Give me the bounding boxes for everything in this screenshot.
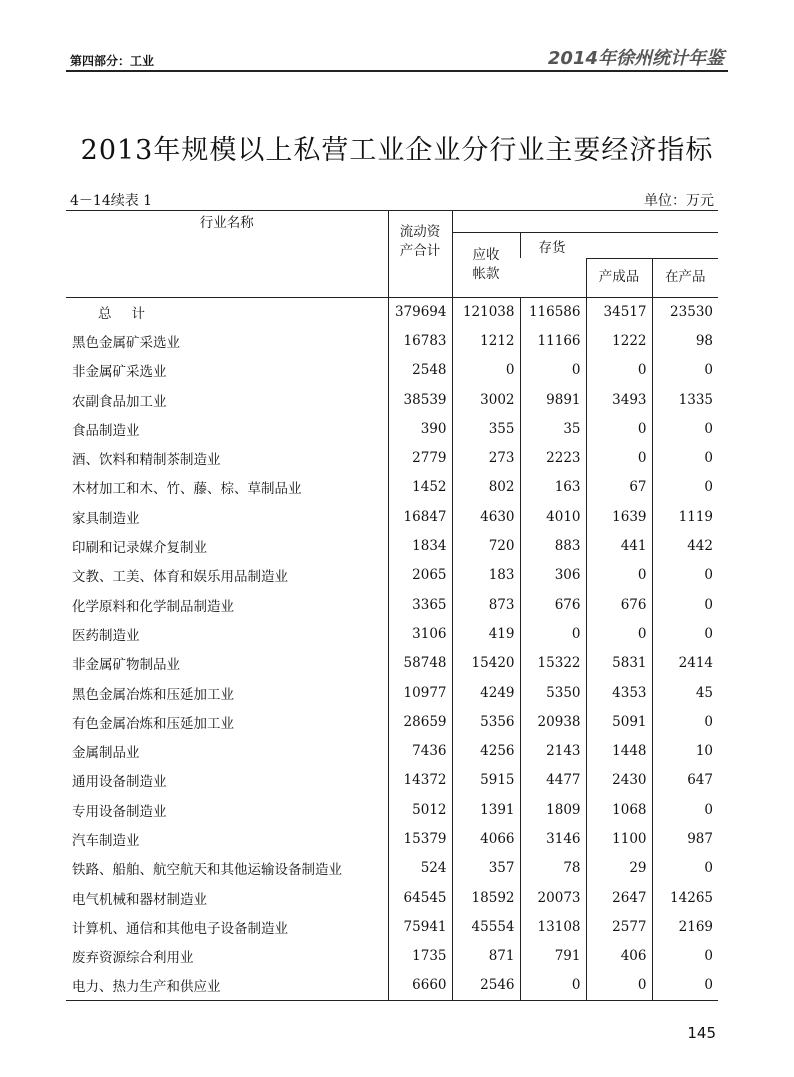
- table-row: [66, 795, 718, 824]
- table-row: [66, 473, 718, 502]
- row-value: 23530: [652, 297, 718, 326]
- row-name: 非金属矿物制品业: [72, 657, 180, 674]
- row-name: 电力、热力生产和供应业: [66, 971, 388, 1000]
- table-row: [66, 883, 718, 912]
- table-row: [66, 531, 718, 560]
- column-header-current-assets: 流动资产合计: [388, 211, 452, 297]
- row-value: 647: [652, 766, 718, 795]
- table-row: [66, 971, 718, 1000]
- row-value: 10977: [388, 678, 452, 707]
- table-row: [66, 590, 718, 619]
- table-row: [66, 766, 718, 795]
- row-value: 379694: [388, 297, 452, 326]
- table-id: 4－14续表 1: [70, 193, 153, 209]
- row-value: 20073: [520, 883, 586, 912]
- row-value: 1448: [586, 736, 652, 765]
- column-header-in-process: 在产品: [652, 258, 718, 297]
- row-value: 4249: [452, 678, 520, 707]
- row-value: 1100: [586, 824, 652, 853]
- row-value: 2577: [586, 912, 652, 941]
- row-value: 524: [388, 854, 452, 883]
- row-value: 791: [520, 942, 586, 971]
- row-value: 720: [452, 531, 520, 560]
- row-value: 121038: [452, 297, 520, 326]
- row-value: 20938: [520, 707, 586, 736]
- row-value: 28659: [388, 707, 452, 736]
- row-value: 6660: [388, 971, 452, 1000]
- row-value: 1735: [388, 942, 452, 971]
- column-header-inventory: 存货: [520, 232, 718, 258]
- row-name: 文教、工美、体育和娱乐用品制造业: [72, 569, 288, 586]
- row-value: 2548: [388, 356, 452, 385]
- row-value: 1639: [586, 502, 652, 531]
- row-value: 2546: [452, 971, 520, 1000]
- row-value: 15322: [520, 649, 586, 678]
- row-value: 64545: [388, 883, 452, 912]
- row-value: 7436: [388, 736, 452, 765]
- row-value: 10: [652, 736, 718, 765]
- header-divider: [66, 70, 728, 72]
- row-value: 18592: [452, 883, 520, 912]
- table-row: [66, 561, 718, 590]
- row-name: 黑色金属矿采选业: [72, 334, 180, 351]
- column-header-name: 行业名称: [66, 211, 388, 297]
- row-name: 电气机械和器材制造业: [72, 891, 207, 908]
- row-value: 4353: [586, 678, 652, 707]
- table-row: [66, 443, 718, 472]
- row-value: 419: [452, 619, 520, 648]
- table-row: [66, 942, 718, 971]
- row-value: 0: [652, 443, 718, 472]
- row-value: 13108: [520, 912, 586, 941]
- row-value: 0: [652, 356, 718, 385]
- row-value: 2414: [652, 649, 718, 678]
- row-name: 铁路、船舶、航空航天和其他运输设备制造业: [72, 862, 342, 879]
- row-value: 45: [652, 678, 718, 707]
- row-value: 1391: [452, 795, 520, 824]
- row-value: 0: [586, 414, 652, 443]
- row-value: 0: [652, 590, 718, 619]
- row-value: 1452: [388, 473, 452, 502]
- row-value: 116586: [520, 297, 586, 326]
- row-value: 0: [652, 414, 718, 443]
- table-row: [66, 297, 718, 326]
- row-value: 14265: [652, 883, 718, 912]
- row-value: 0: [586, 443, 652, 472]
- row-value: 676: [520, 590, 586, 619]
- row-value: 2647: [586, 883, 652, 912]
- row-value: 802: [452, 473, 520, 502]
- row-value: 355: [452, 414, 520, 443]
- row-value: 78: [520, 854, 586, 883]
- row-value: 0: [652, 971, 718, 1000]
- yearbook-title: 2014年徐州统计年鉴: [547, 48, 724, 69]
- row-value: 2779: [388, 443, 452, 472]
- row-value: 15379: [388, 824, 452, 853]
- row-value: 15420: [452, 649, 520, 678]
- row-name: 专用设备制造业: [72, 803, 167, 820]
- row-name: 有色金属冶炼和压延加工业: [72, 715, 234, 732]
- row-value: 98: [652, 326, 718, 355]
- row-name: 木材加工和木、竹、藤、棕、草制品业: [72, 481, 302, 498]
- table-row: [66, 502, 718, 531]
- row-value: 75941: [388, 912, 452, 941]
- row-name: 黑色金属冶炼和压延加工业: [72, 686, 234, 703]
- row-value: 4630: [452, 502, 520, 531]
- section-header: 第四部分：工业: [70, 54, 155, 68]
- row-name: 总计: [98, 305, 165, 322]
- row-value: 0: [452, 356, 520, 385]
- row-value: 4256: [452, 736, 520, 765]
- row-name: 酒、饮料和精制茶制造业: [72, 452, 221, 469]
- row-value: 987: [652, 824, 718, 853]
- row-value: 2430: [586, 766, 652, 795]
- row-value: 0: [586, 356, 652, 385]
- table-row: [66, 736, 718, 765]
- row-value: 306: [520, 561, 586, 590]
- page-title: 2013年规模以上私营工业企业分行业主要经济指标: [80, 135, 714, 166]
- row-name: 医药制造业: [72, 627, 140, 644]
- row-name: 农副食品加工业: [72, 393, 167, 410]
- table-row: [66, 649, 718, 678]
- row-value: 58748: [388, 649, 452, 678]
- table-row: [66, 854, 718, 883]
- row-value: 1068: [586, 795, 652, 824]
- row-name: 计算机、通信和其他电子设备制造业: [72, 920, 288, 937]
- row-value: 11166: [520, 326, 586, 355]
- row-value: 871: [452, 942, 520, 971]
- row-value: 3146: [520, 824, 586, 853]
- row-name: 汽车制造业: [72, 832, 140, 849]
- row-name: 食品制造业: [72, 422, 140, 439]
- row-value: 0: [520, 356, 586, 385]
- row-value: 45554: [452, 912, 520, 941]
- row-value: 0: [652, 561, 718, 590]
- table-row: [66, 707, 718, 736]
- table-row: [66, 414, 718, 443]
- row-name: 印刷和记录媒介复制业: [72, 540, 207, 557]
- row-value: 1335: [652, 385, 718, 414]
- row-value: 1119: [652, 502, 718, 531]
- row-value: 3106: [388, 619, 452, 648]
- column-header-receivables: 应收帐款: [452, 232, 520, 297]
- row-value: 676: [586, 590, 652, 619]
- row-value: 29: [586, 854, 652, 883]
- row-value: 1809: [520, 795, 586, 824]
- row-value: 0: [652, 942, 718, 971]
- row-value: 3002: [452, 385, 520, 414]
- row-name: 金属制品业: [72, 745, 140, 762]
- row-value: 5356: [452, 707, 520, 736]
- row-value: 0: [652, 619, 718, 648]
- row-value: 1212: [452, 326, 520, 355]
- row-value: 873: [452, 590, 520, 619]
- row-value: 35: [520, 414, 586, 443]
- row-value: 0: [652, 795, 718, 824]
- row-value: 2065: [388, 561, 452, 590]
- row-value: 1834: [388, 531, 452, 560]
- row-value: 0: [586, 561, 652, 590]
- row-name: 废弃资源综合利用业: [72, 950, 194, 967]
- row-value: 4010: [520, 502, 586, 531]
- row-value: 442: [652, 531, 718, 560]
- row-value: 3493: [586, 385, 652, 414]
- row-name: 化学原料和化学制品制造业: [72, 598, 234, 615]
- table-row: [66, 912, 718, 941]
- row-value: 4066: [452, 824, 520, 853]
- unit-label: 单位：万元: [644, 193, 714, 209]
- table-row: [66, 824, 718, 853]
- row-value: 67: [586, 473, 652, 502]
- row-value: 2223: [520, 443, 586, 472]
- row-value: 406: [586, 942, 652, 971]
- table-row: [66, 326, 718, 355]
- row-value: 0: [586, 619, 652, 648]
- row-name: 非金属矿采选业: [72, 364, 167, 381]
- table-row: [66, 619, 718, 648]
- row-value: 273: [452, 443, 520, 472]
- row-value: 5915: [452, 766, 520, 795]
- row-value: 0: [652, 707, 718, 736]
- table-row: [66, 385, 718, 414]
- table-row: [66, 678, 718, 707]
- row-value: 1222: [586, 326, 652, 355]
- row-value: 2143: [520, 736, 586, 765]
- page-number: 145: [687, 1024, 716, 1042]
- row-name: 通用设备制造业: [72, 774, 167, 791]
- row-value: 5831: [586, 649, 652, 678]
- row-value: 0: [520, 971, 586, 1000]
- row-value: 16783: [388, 326, 452, 355]
- row-value: 390: [388, 414, 452, 443]
- row-value: 0: [652, 854, 718, 883]
- row-value: 357: [452, 854, 520, 883]
- row-value: 5012: [388, 795, 452, 824]
- row-value: 441: [586, 531, 652, 560]
- column-header-finished: 产成品: [586, 258, 652, 297]
- row-value: 14372: [388, 766, 452, 795]
- row-value: 9891: [520, 385, 586, 414]
- row-value: 0: [586, 971, 652, 1000]
- row-value: 883: [520, 531, 586, 560]
- row-name: 家具制造业: [72, 510, 140, 527]
- indicator-table: [66, 210, 718, 1001]
- row-value: 4477: [520, 766, 586, 795]
- row-value: 3365: [388, 590, 452, 619]
- row-value: 2169: [652, 912, 718, 941]
- row-value: 34517: [586, 297, 652, 326]
- row-value: 5350: [520, 678, 586, 707]
- table-row: [66, 356, 718, 385]
- row-value: 16847: [388, 502, 452, 531]
- row-value: 0: [652, 473, 718, 502]
- row-value: 5091: [586, 707, 652, 736]
- row-value: 163: [520, 473, 586, 502]
- row-value: 0: [520, 619, 586, 648]
- row-value: 38539: [388, 385, 452, 414]
- row-value: 183: [452, 561, 520, 590]
